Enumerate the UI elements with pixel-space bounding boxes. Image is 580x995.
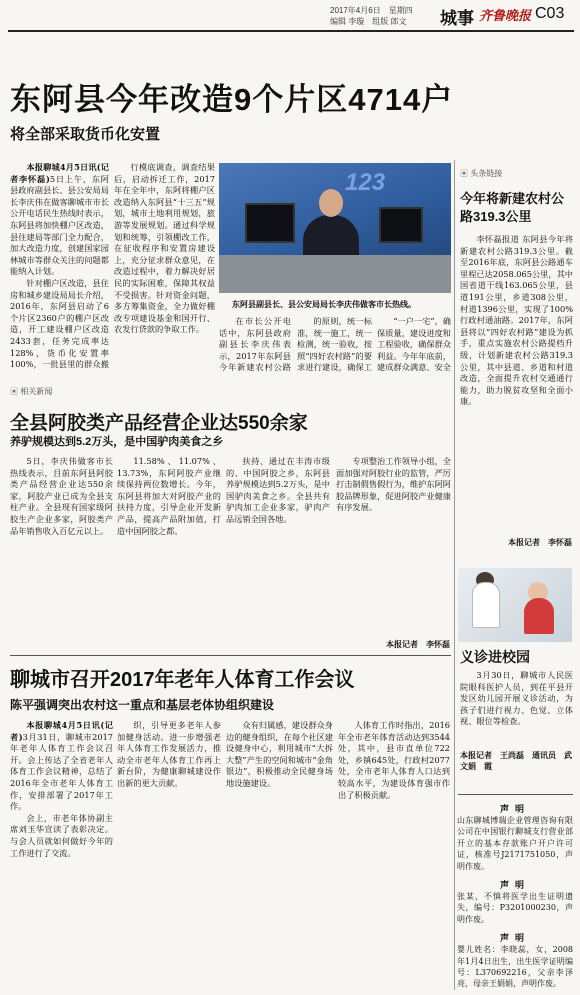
sports-headline: 聊城市召开2017年老年人体育工作会议 <box>10 669 355 691</box>
lead-headline: 东阿县今年改造9个片区4714户 <box>10 82 454 117</box>
section-rule <box>10 655 451 656</box>
ejiao-column-4: 专项整治工作领导小组，全面加强对阿胶行业的监管，严厉打击制假售假行为，维护东阿阿胶品牌形象，促进阿胶产业健康有序发展。 <box>336 456 451 513</box>
ejiao-column-2: 11.58%、11.07%、13.73%，东阿阿胶产业继续保持两位数增长。今年，东阿县将加大对阿胶产业的扶持力度，引导企业开发新产品，提高产品附加值，打造中国阿胶之都。 <box>117 456 221 536</box>
notice-body: 张某，不慎将医学出生证明遗失，编号：P3201000230，声明作废。 <box>457 892 573 924</box>
section-name: 城事 <box>440 9 474 28</box>
notice-body: 山东聊城博瑞企业管理咨询有限公司在中国银行聊城支行营业部开立的基本存款账户开户许可证，核准号J2171751050，声明作废。 <box>457 816 573 871</box>
notice-title: 声明 <box>499 881 530 892</box>
ejiao-column-1: 5日，李庆伟做客市长热线表示，目前东阿县阿胶类产品经营企业达550余家，阿胶产业已成为全县支柱产业。全县现有国家级阿胶生产企业多家，阿胶类产品年销售收入百亿元以上。 <box>10 456 113 536</box>
issue-date: 2017年4月6日 星期四 <box>330 6 413 15</box>
page-number: C03 <box>535 5 565 22</box>
ejiao-headline: 全县阿胶类产品经营企业达550余家 <box>10 413 308 434</box>
ejiao-column-3: 扶持、通过在丰涛市级的、中国阿胶之乡，东阿县养驴规模达到5.2万头，是中国驴肉美食之乡。全县共有驴肉加工企业多家，驴肉产品远销全国各地。 <box>226 456 330 524</box>
kindergarten-body: 3月30日，聊城市人民医院眼科医护人员，到茌平县开发区幼儿园开展义诊活动，为孩子们进行视力、色觉、立体视、眼位等检查。 <box>460 670 573 727</box>
kindergarten-photo <box>458 568 572 642</box>
photo-desk <box>219 255 451 293</box>
photo-monitor <box>379 207 423 243</box>
newspaper-logo: 齐鲁晚报 <box>479 9 532 24</box>
lead-column-1: 本报聊城4月5日讯(记者李怀磊)5日上午，东阿县政府副县长、县公安局局长李庆伟在做客聊城市市长公开电话民生热线时表示，东阿县将加快棚户区改造，县住建局等部门全力配合，加大改造力度，创建国家园林城市等群众关注的问题都能纳入计划。 针对棚户区改造，县住房和城乡建设局局长介绍，2016年，东阿县启动了6个片区2360户的棚户区改造，开工建设棚户区改造2433套，任务完成率达128%，货币化安置率100%，一批县里的群众搬 <box>10 162 109 370</box>
photo-child <box>524 598 554 634</box>
sidebar-body: 李怀磊报道 东阿县今年将新建农村公路319.3公里。截至2016年底，东阿县公路通车里程已达2058.065公里，其中国省道干线163.065公里，县道191公里，乡道308公里，村道1396公里，实现了100%行政村通油路。2017年，东阿县将以“四好农村路”建设为抓手，重点实施农村公路提档升级，计划新建农村公路319.3公里，其中县道、乡道和村道改造，全面提升农村交通通行能力，助力脱贫攻坚和全面小康。 <box>460 234 573 407</box>
news-photo-official <box>219 163 451 293</box>
ejiao-byline: 本报记者 李怀磊 <box>386 639 450 649</box>
notice-title: 声明 <box>499 805 530 815</box>
column-divider <box>454 160 455 990</box>
notices <box>457 802 573 990</box>
sidebar-headline: 今年将新建农村公路319.3公里 <box>460 191 565 224</box>
lead-subheadline: 将全部采取货币化安置 <box>10 126 161 143</box>
header-rule <box>8 30 574 32</box>
kindergarten-byline: 本报记者 王尚磊 通讯员 武文娟 霞 <box>460 750 572 771</box>
notice-rule <box>458 794 573 795</box>
photo-monitor <box>245 203 295 243</box>
sports-column-2: 织，引导更多老年人参加健身活动。进一步增强老年人体育工作发展活力，推动全市老年人体育工作再上新台阶，为健康聊城建设作出新的更大贡献。 <box>117 720 221 788</box>
lead-column-4: 的原则，统一标准，统一施工，统一检测，统一验收，按照“四好农村路”的要求进行建设，确保工 <box>297 316 372 373</box>
sports-column-3: 众有归属感，建设群众身边的健身组织，在每个社区建设健身中心，利用城市“大拆大整”产生的空间和城市“金角银边”，积极推动全民健身场地设施建设。 <box>226 720 333 788</box>
photo-caption: 东阿县副县长、县公安局局长李庆伟做客市长热线。 <box>232 299 416 309</box>
notice-body: 婴儿姓名：李晓蕊，女，2008年1月4日出生，出生医学证明编号：L370692216，父亲李泽亮，母亲王娟娟，声明作废。 <box>457 945 573 989</box>
masthead-meta <box>330 5 413 27</box>
lead-column-5: “一户一宅”，确保质量，建设进度和工程验收，确保群众利益。今年年底前，建成群众满意、安全 <box>377 316 451 373</box>
editors-line: 编辑 李璇 组版 郎文 <box>330 17 407 26</box>
sports-column-4: 人体育工作时指出，2016年全市老年体育活动达到3544处，其中，县市直单位722处，乡镇645处，行政村2077处，全市老年人体育人口达到较高水平，为建设体育强市作出了积极贡献。 <box>338 720 450 800</box>
sidebar-byline: 本报记者 李怀磊 <box>508 537 572 547</box>
lead-column-2: 行模底调查，调查结果后，启动拆迁工作，2017年在全年中，东阿将棚户区改造纳入东阿县“十三五”规划，城市土地利用规划，旅游等发展规划。通过科学规划和统筹，引领棚改工作，在征收程序和安置房建设上，充分征求群众意见，在改造过程中，着力解决好居民的实际困难，保障其权益不受损害。针对资金问题，多方筹集资金，全力做好棚改专项建设基金和国开行、农发行贷款的争取工作。 <box>114 162 215 335</box>
sports-column-1: 本报聊城4月5日讯(记者)3月31日，聊城市2017年老年人体育工作会议召开。会上传达了全省老年人体育工作会议精神，总结了2016年全市老年人体育工作，安排部署了2017年工作。 会上，市老年体协副主席刘玉华宣读了表彰决定。与会人员就如何做好今年的工作进行了交流。 <box>10 720 113 858</box>
sidebar-tag: ▣ 头条链接 <box>460 168 502 179</box>
dateline: 本报聊城4月5日讯(记者李怀磊) <box>10 162 109 184</box>
photo-backdrop-digits: 123 <box>345 169 386 196</box>
sports-subheadline: 陈平强调突出农村这一重点和基层老体协组织建设 <box>10 698 275 712</box>
ejiao-subheadline: 养驴规模达到5.2万头，是中国驴肉美食之乡 <box>10 436 224 448</box>
related-news-tag: ▣ 相关新闻 <box>10 386 52 397</box>
photo-person-head <box>319 189 343 217</box>
photo-nurse <box>472 582 500 628</box>
kindergarten-headline: 义诊进校园 <box>460 649 530 665</box>
lead-column-3: 在市长公开电话中，东阿县政府副县长李庆伟表示，2017年东阿县今年新建农村公路 <box>219 316 291 373</box>
notice-title: 声明 <box>499 934 530 945</box>
